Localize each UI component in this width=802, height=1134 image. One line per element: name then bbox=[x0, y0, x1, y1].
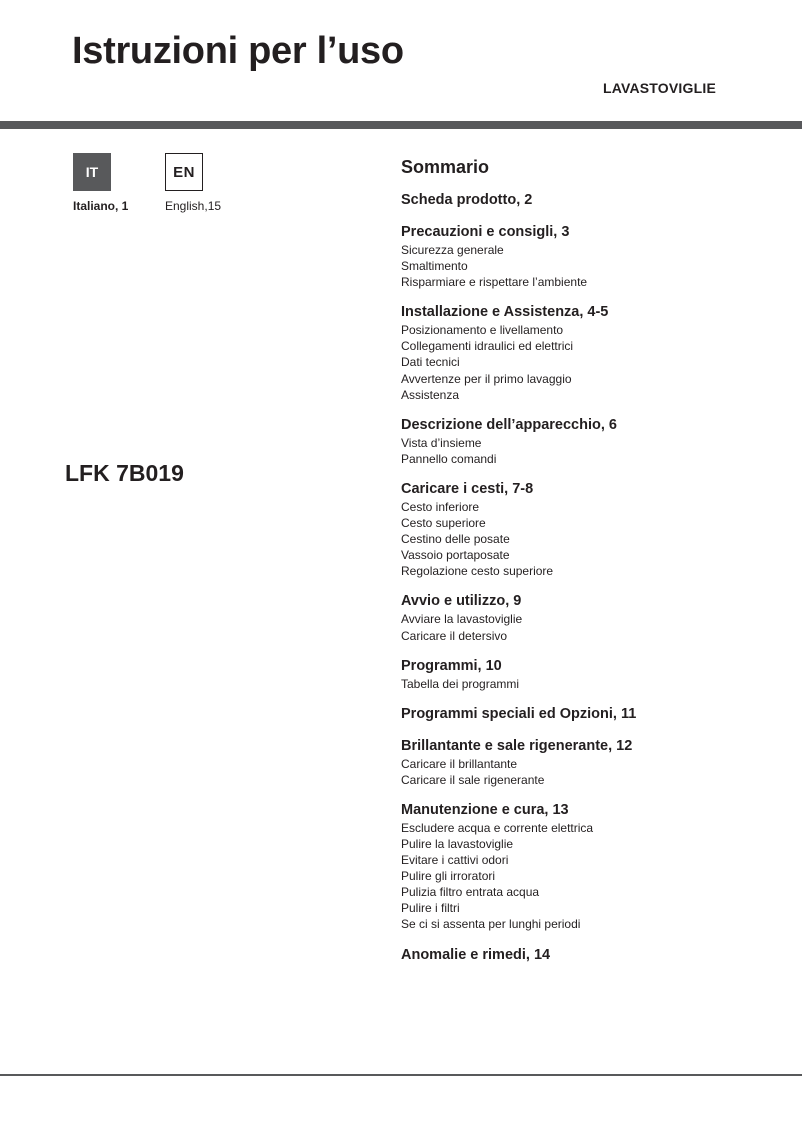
toc-subitem: Caricare il brillantante bbox=[401, 756, 518, 771]
toc-subitem: Pulizia filtro entrata acqua bbox=[401, 885, 540, 900]
language-label-en: English,15 bbox=[165, 199, 222, 213]
model-number: LFK 7B019 bbox=[65, 460, 184, 486]
toc-subitem: Avvertenze per il primo lavaggio bbox=[401, 371, 572, 386]
toc-section bbox=[401, 705, 781, 724]
toc-subitem: Caricare il sale rigenerante bbox=[401, 772, 545, 787]
table-of-contents bbox=[401, 155, 781, 978]
toc-subitem: Collegamenti idraulici ed elettrici bbox=[401, 339, 574, 354]
toc-subitem: Vista d’insieme bbox=[401, 435, 482, 450]
toc-subitem: Risparmiare e rispettare l’ambiente bbox=[401, 275, 588, 290]
toc-subitem: Sicurezza generale bbox=[401, 243, 504, 257]
toc-subitem: Escludere acqua e corrente elettrica bbox=[401, 820, 594, 835]
toc-section-title[interactable]: Brillantante e sale rigenerante, 12 bbox=[401, 737, 633, 754]
toc-section-title[interactable]: Precauzioni e consigli, 3 bbox=[401, 224, 570, 240]
header-divider bbox=[0, 121, 802, 129]
toc-subitem: Pulire i filtri bbox=[401, 901, 460, 916]
toc-section bbox=[401, 657, 781, 692]
toc-section-title[interactable]: Programmi speciali ed Opzioni, 11 bbox=[401, 705, 637, 722]
toc-section bbox=[401, 416, 781, 467]
toc-section-title[interactable]: Programmi, 10 bbox=[401, 657, 502, 674]
toc-subitem: Tabella dei programmi bbox=[401, 676, 520, 691]
toc-section-title[interactable]: Scheda prodotto, 2 bbox=[401, 192, 533, 208]
toc-subitem: Posizionamento e livellamento bbox=[401, 323, 564, 338]
toc-subitem: Pannello comandi bbox=[401, 451, 497, 466]
toc-subitem: Smaltimento bbox=[401, 259, 468, 274]
toc-section bbox=[401, 737, 781, 788]
toc-subitem: Cestino delle posate bbox=[401, 532, 510, 547]
toc-subitem: Vassoio portaposate bbox=[401, 548, 510, 563]
toc-heading: Sommario bbox=[401, 157, 490, 177]
toc-section-title[interactable]: Descrizione dell’apparecchio, 6 bbox=[401, 416, 617, 433]
toc-subitem: Evitare i cattivi odori bbox=[401, 853, 509, 868]
page-title: Istruzioni per l’uso bbox=[72, 30, 404, 72]
toc-section bbox=[401, 480, 781, 579]
toc-subitem: Caricare il detersivo bbox=[401, 628, 508, 643]
toc-section bbox=[401, 946, 781, 965]
toc-section-title[interactable]: Caricare i cesti, 7-8 bbox=[401, 480, 534, 497]
toc-subitem: Regolazione cesto superiore bbox=[401, 564, 554, 579]
toc-section-title[interactable]: Avvio e utilizzo, 9 bbox=[401, 593, 522, 610]
footer-divider bbox=[0, 1074, 802, 1076]
toc-subitem: Cesto superiore bbox=[401, 516, 486, 531]
toc-subitem: Dati tecnici bbox=[401, 355, 460, 370]
toc-subitem: Pulire gli irroratori bbox=[401, 869, 496, 884]
toc-section-title[interactable]: Manutenzione e cura, 13 bbox=[401, 801, 569, 818]
toc-subitem: Pulire la lavastoviglie bbox=[401, 836, 514, 851]
language-badge-en[interactable]: EN bbox=[165, 153, 203, 191]
toc-section-title[interactable]: Anomalie e rimedi, 14 bbox=[401, 946, 551, 963]
product-category: LAVASTOVIGLIE bbox=[602, 80, 716, 96]
toc-section bbox=[401, 191, 781, 210]
toc-section bbox=[401, 801, 781, 933]
toc-section bbox=[401, 223, 781, 290]
toc-subitem: Se ci si assenta per lunghi periodi bbox=[401, 917, 581, 932]
toc-subitem: Cesto inferiore bbox=[401, 499, 480, 514]
toc-section-title[interactable]: Installazione e Assistenza, 4-5 bbox=[401, 304, 609, 321]
toc-section bbox=[401, 592, 781, 643]
toc-subitem: Avviare la lavastoviglie bbox=[401, 612, 523, 627]
language-badge-it[interactable]: IT bbox=[73, 153, 111, 191]
language-label-it: Italiano, 1 bbox=[73, 199, 129, 213]
toc-section bbox=[401, 303, 781, 402]
toc-sections bbox=[401, 191, 781, 965]
toc-subitem: Assistenza bbox=[401, 387, 460, 402]
